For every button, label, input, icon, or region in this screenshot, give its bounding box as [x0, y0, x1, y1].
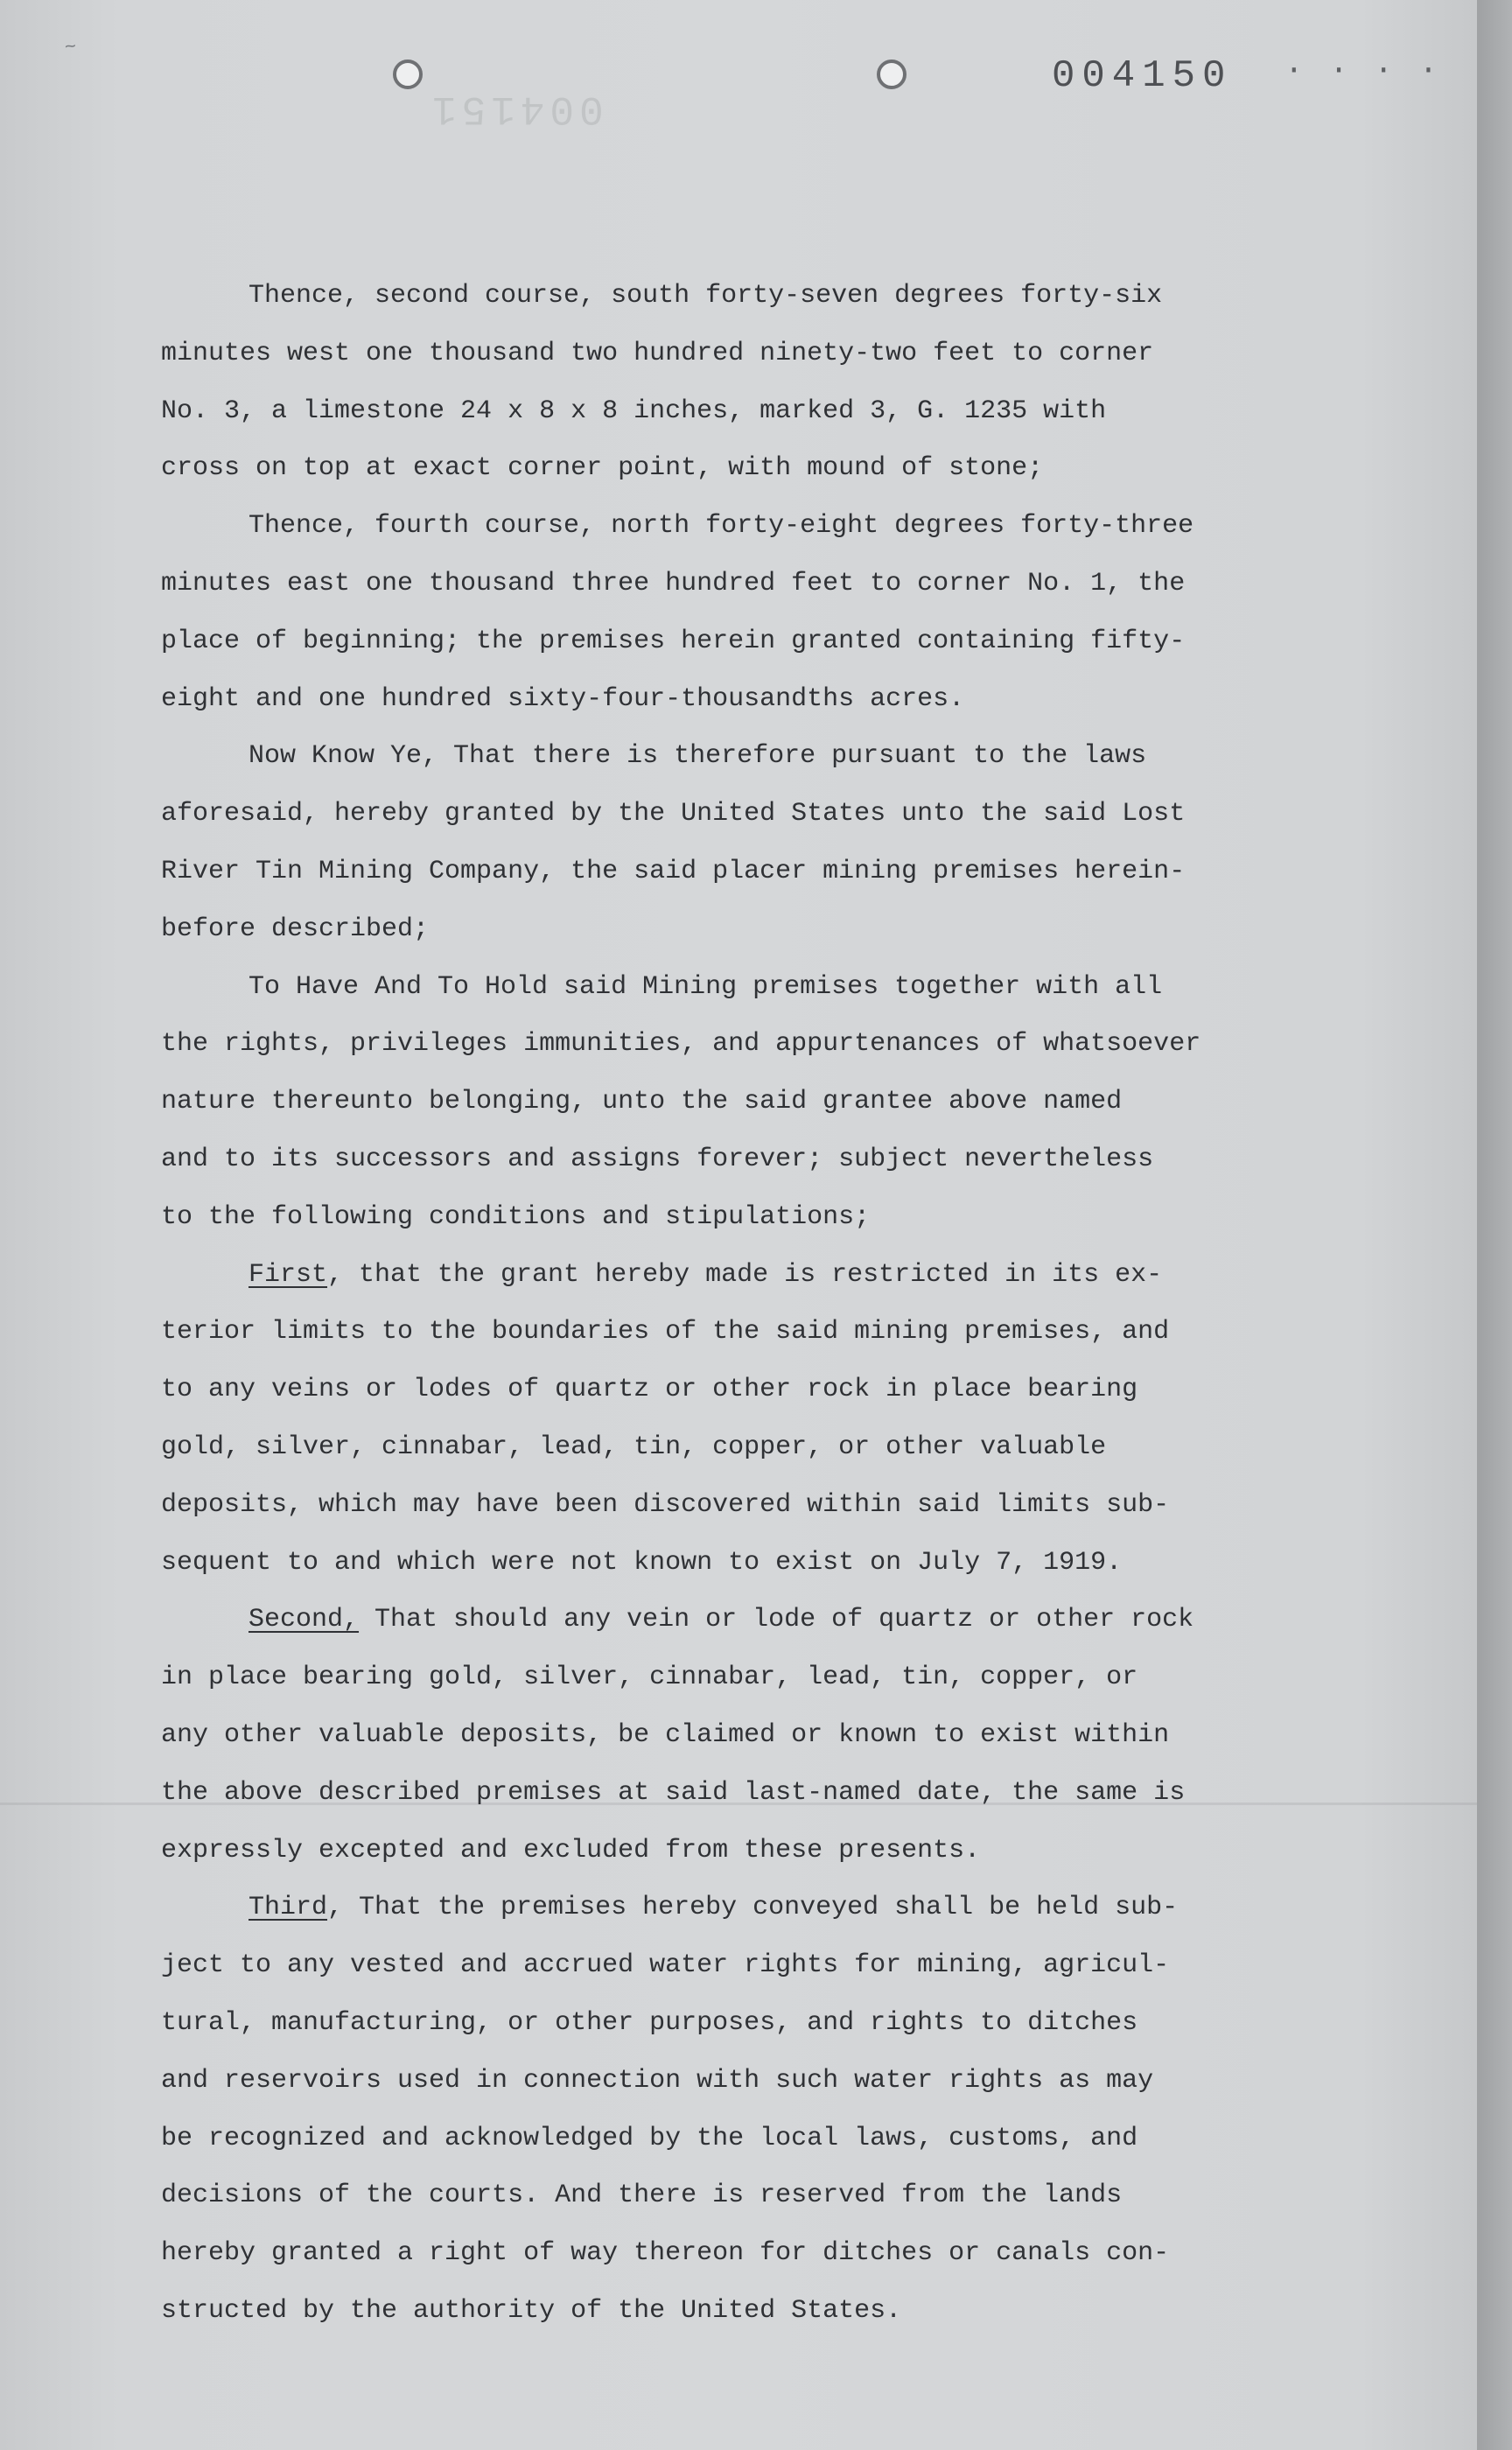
text-line: No. 3, a limestone 24 x 8 x 8 inches, marked 3, G. 1235 with — [161, 396, 1107, 426]
paragraph-fourth-course — [161, 498, 1325, 728]
text-line: structed by the authority of the United States. — [161, 2295, 902, 2326]
text-line: sequent to and which were not known to exist on July 7, 1919. — [161, 1547, 1123, 1578]
text-line: eight and one hundred sixty-four-thousandths acres. — [161, 683, 965, 714]
text-line: in place bearing gold, silver, cinnabar, lead, tin, copper, or — [161, 1662, 1138, 1693]
text-line-rest: , that the grant hereby made is restricted in its ex- — [327, 1259, 1163, 1290]
text-line: Thence, second course, south forty-seven degrees forty-six — [248, 281, 1163, 311]
text-line: decisions of the courts. And there is reserved from the lands — [161, 2180, 1123, 2211]
text-line: deposits, which may have been discovered within said limits sub- — [161, 1489, 1170, 1520]
text-line: tural, manufacturing, or other purposes, and rights to ditches — [161, 2007, 1138, 2038]
text-line: ject to any vested and accrued water rights for mining, agricul- — [161, 1950, 1170, 1981]
text-line — [248, 1592, 1325, 1649]
text-line: aforesaid, hereby granted by the United States unto the said Lost — [161, 799, 1186, 830]
condition-heading-second: Second, — [248, 1605, 360, 1635]
paragraph-second-condition — [161, 1592, 1325, 1880]
document-stamp-number: 004150 — [1052, 54, 1233, 98]
bleed-through-stamp: 004151 — [427, 86, 604, 131]
text-line: to the following conditions and stipulations; — [161, 1201, 871, 1232]
paragraph-to-have-and-to-hold — [161, 959, 1325, 1247]
corner-mark: ~ — [63, 36, 78, 60]
text-line: expressly excepted and excluded from these presents. — [161, 1835, 981, 1866]
paragraph-first-condition — [161, 1247, 1325, 1592]
punch-hole-left — [393, 60, 423, 89]
text-line — [248, 1247, 1325, 1305]
text-line: be recognized and acknowledged by the local laws, customs, and — [161, 2123, 1138, 2153]
text-line: nature thereunto belonging, unto the said grantee above named — [161, 1087, 1123, 1117]
text-line-rest: , That the premises hereby conveyed shall be held sub- — [327, 1893, 1179, 1923]
text-line: before described; — [161, 914, 430, 944]
text-line: any other valuable deposits, be claimed or known to exist within — [161, 1719, 1170, 1750]
text-line: the above described premises at said last-named date, the same is — [161, 1777, 1186, 1808]
text-line: and to its successors and assigns forever; subject nevertheless — [161, 1144, 1154, 1174]
text-line-rest: That should any vein or lode of quartz or other rock — [359, 1605, 1194, 1635]
text-line: Now Know Ye, That there is therefore pursuant to the laws — [248, 741, 1147, 772]
paragraph-second-course — [161, 268, 1325, 498]
text-line: gold, silver, cinnabar, lead, tin, copper, or other valuable — [161, 1432, 1107, 1462]
text-line: and reservoirs used in connection with such water rights as may — [161, 2065, 1154, 2096]
text-line: to any veins or lodes of quartz or other rock in place bearing — [161, 1375, 1138, 1405]
paragraph-third-condition — [161, 1880, 1325, 2340]
condition-heading-first: First — [248, 1259, 328, 1290]
text-line: Thence, fourth course, north forty-eight degrees forty-three — [248, 511, 1194, 542]
document-stamp-dots: · · · · — [1284, 52, 1442, 88]
paragraph-now-know-ye — [161, 728, 1325, 958]
document-body — [161, 268, 1325, 2341]
text-line: cross on top at exact corner point, with mound of stone; — [161, 453, 1044, 484]
condition-heading-third: Third — [248, 1893, 328, 1923]
text-line: minutes east one thousand three hundred feet to corner No. 1, the — [161, 568, 1186, 598]
punch-hole-right — [877, 60, 906, 89]
text-line: place of beginning; the premises herein granted containing fifty- — [161, 626, 1186, 656]
scan-margin-right — [1477, 0, 1512, 2450]
text-line: To Have And To Hold said Mining premises together with all — [248, 971, 1163, 1002]
text-line: hereby granted a right of way thereon for ditches or canals con- — [161, 2238, 1170, 2269]
text-line: the rights, privileges immunities, and appurtenances of whatsoever — [161, 1029, 1201, 1060]
text-line: minutes west one thousand two hundred ninety-two feet to corner — [161, 338, 1154, 368]
text-line: River Tin Mining Company, the said placer mining premises herein- — [161, 856, 1186, 886]
text-line: terior limits to the boundaries of the said mining premises, and — [161, 1317, 1170, 1348]
text-line — [248, 1880, 1325, 1937]
